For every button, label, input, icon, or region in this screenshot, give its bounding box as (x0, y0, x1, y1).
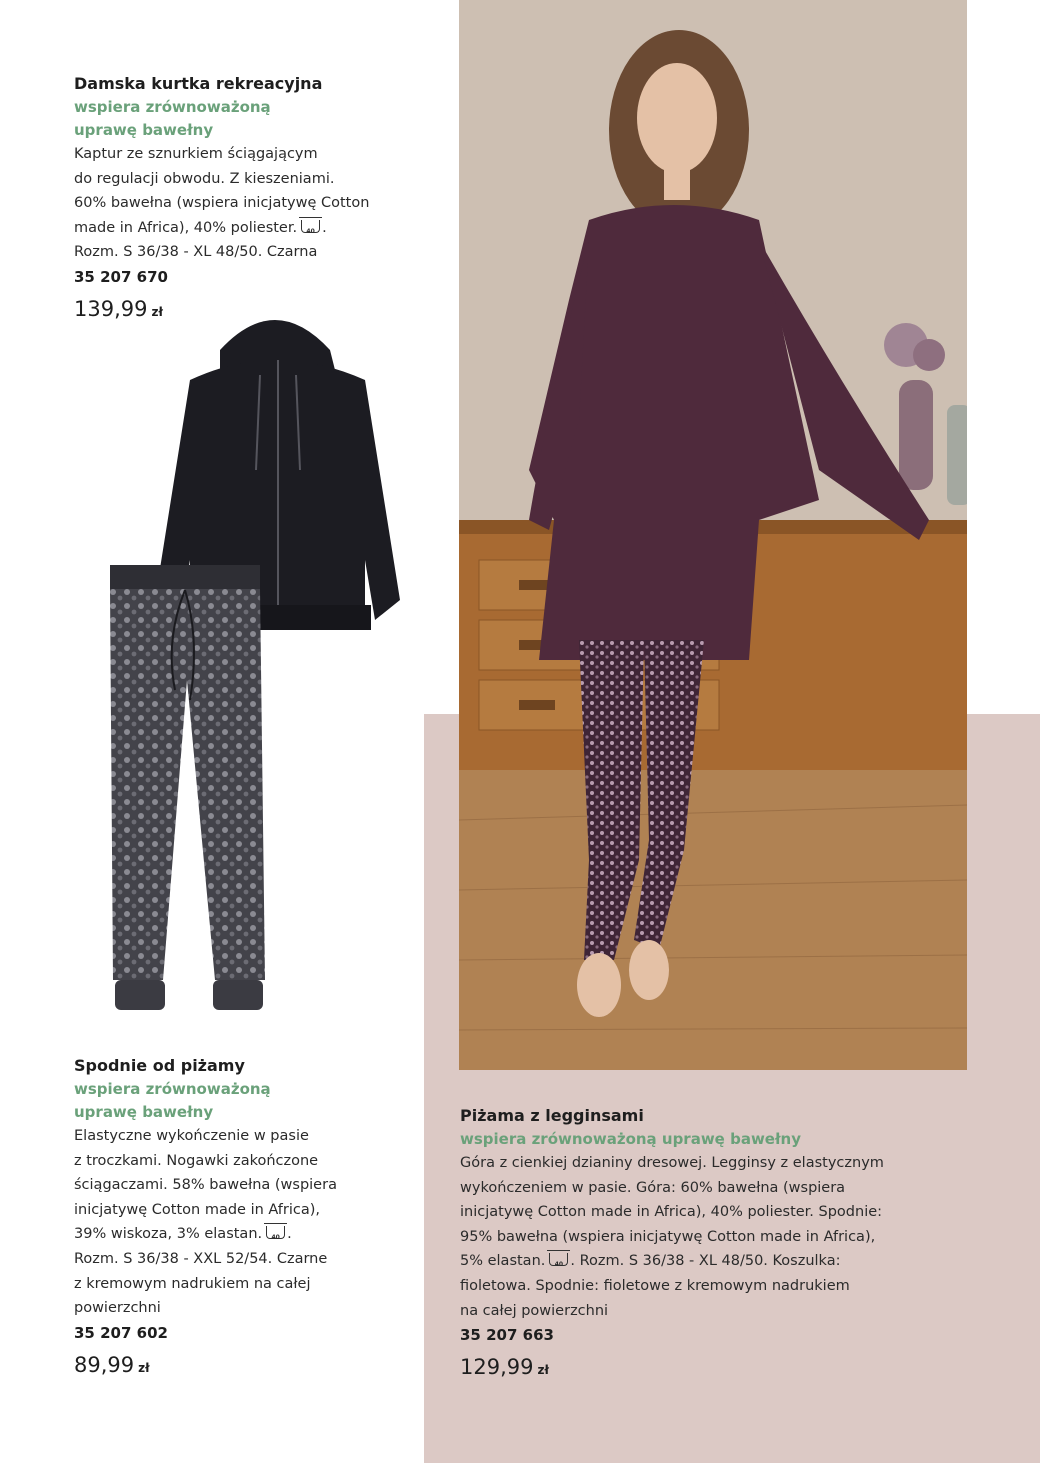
eco-label: uprawę bawełny (74, 121, 214, 139)
eco-label: wspiera zrównoważoną (74, 1080, 271, 1098)
product-description (74, 1124, 424, 1321)
product-price (460, 1355, 980, 1379)
description-line: ściągaczami. 58% bawełna (wspiera (74, 1177, 337, 1194)
price-value: 89,99 (74, 1352, 135, 1377)
description-line: na całej powierzchni (460, 1302, 609, 1319)
product-pajama-info (460, 1104, 980, 1379)
product-sku: 35 207 602 (74, 1323, 168, 1342)
description-line: 39% wiskoza, 3% elastan. (74, 1226, 263, 1243)
pajama-pants-illustration (95, 560, 275, 1030)
product-title: Spodnie od piżamy (74, 1056, 245, 1075)
description-line: Rozm. S 36/38 - XXL 52/54. Czarne (74, 1250, 328, 1267)
product-sku: 35 207 670 (74, 267, 168, 286)
eco-label: wspiera zrównoważoną (74, 98, 271, 116)
price-currency: zł (151, 304, 163, 319)
product-price (74, 297, 434, 321)
product-pants-info (74, 1054, 424, 1377)
description-line: Kaptur ze sznurkiem ściągającym (74, 146, 318, 162)
description-line: 95% bawełna (wspiera inicjatywę Cotton made in Africa), (460, 1228, 876, 1245)
eco-label: wspiera zrównoważoną uprawę bawełny (460, 1130, 801, 1148)
price-value: 129,99 (460, 1355, 534, 1380)
eco-label: uprawę bawełny (74, 1103, 214, 1121)
description-line: 60% bawełna (wspiera inicjatywę Cotton (74, 195, 370, 212)
description-line: inicjatywę Cotton made in Africa), (74, 1201, 321, 1218)
pants-product-image (95, 560, 275, 1030)
product-title: Piżama z legginsami (460, 1106, 644, 1125)
description-line: inicjatywę Cotton made in Africa), 40% poliester. Spodnie: (460, 1204, 883, 1221)
description-line: wykończeniem w pasie. Góra: 60% bawełna (wspiera (460, 1179, 846, 1196)
description-line: z troczkami. Nogawki zakończone (74, 1152, 319, 1169)
product-price (74, 1353, 424, 1377)
description-line: made in Africa), 40% poliester. (74, 219, 298, 236)
price-value: 139,99 (74, 296, 148, 321)
product-description (460, 1151, 980, 1323)
product-sku: 35 207 663 (460, 1326, 554, 1345)
model-photo (459, 0, 967, 1070)
description-line: do regulacji obwodu. Z kieszeniami. (74, 170, 335, 187)
price-currency: zł (537, 1363, 549, 1378)
description-line: Góra z cienkiej dzianiny dresowej. Legginsy z elastycznym (460, 1155, 884, 1171)
description-line: fioletowa. Spodnie: fioletowe z kremowym nadrukiem (460, 1277, 850, 1294)
wash-40-icon (301, 220, 320, 233)
description-line: . Rozm. S 36/38 - XL 48/50. Koszulka: (570, 1253, 841, 1270)
price-currency: zł (138, 1360, 150, 1375)
wash-40-icon (549, 1253, 568, 1266)
product-jacket-info (74, 72, 434, 321)
description-line: powierzchni (74, 1300, 161, 1317)
description-line: Rozm. S 36/38 - XL 48/50. Czarna (74, 244, 318, 261)
description-line: 5% elastan. (460, 1253, 546, 1270)
product-title: Damska kurtka rekreacyjna (74, 74, 323, 93)
description-line: Elastyczne wykończenie w pasie (74, 1128, 309, 1144)
wash-40-icon (266, 1226, 285, 1239)
description-line: . (322, 219, 327, 236)
description-line: . (287, 1226, 292, 1243)
model-photo-illustration (459, 0, 967, 1070)
description-line: z kremowym nadrukiem na całej (74, 1275, 311, 1292)
product-description (74, 142, 434, 265)
